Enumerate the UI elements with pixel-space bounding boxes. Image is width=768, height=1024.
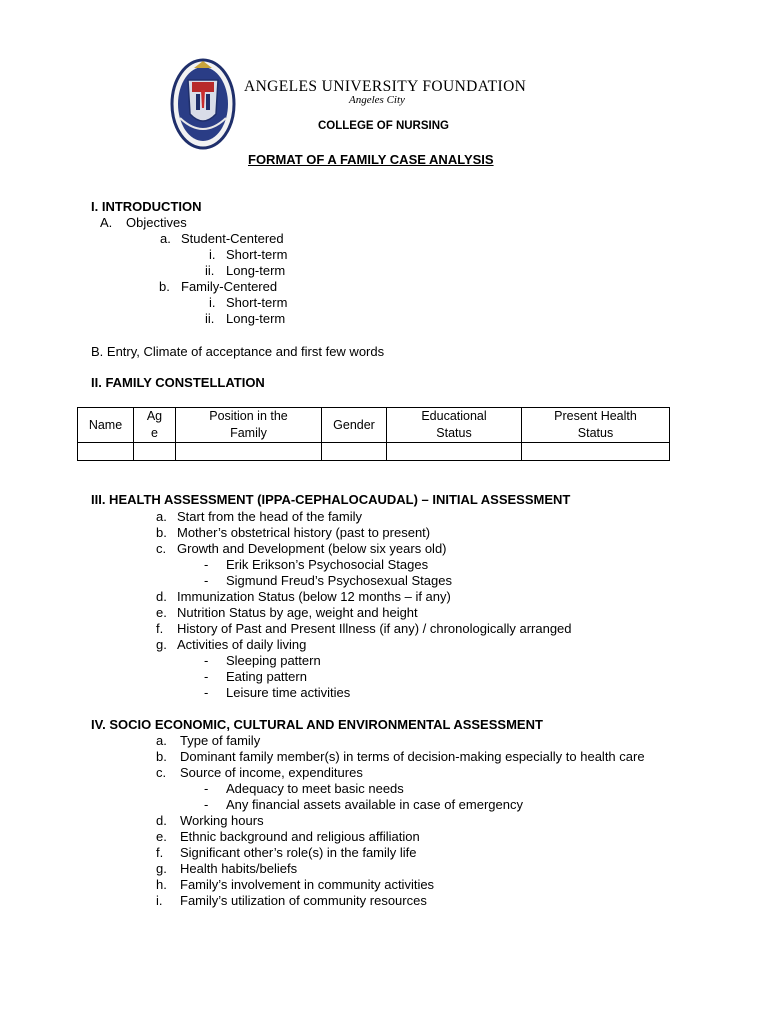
list-marker: d.: [156, 813, 167, 828]
list-marker: a.: [156, 509, 167, 524]
list-marker: -: [204, 797, 209, 812]
list-marker: h.: [156, 877, 167, 892]
list-marker: i.: [156, 893, 163, 908]
list-marker: a.: [160, 231, 171, 246]
college-name: COLLEGE OF NURSING: [318, 120, 449, 132]
list-marker: -: [204, 685, 209, 700]
list-item: Source of income, expenditures: [180, 765, 363, 780]
list-marker: ii.: [205, 311, 215, 326]
list-item: Growth and Development (below six years old): [177, 541, 447, 556]
list-marker: i.: [209, 295, 216, 310]
list-marker: A.: [100, 215, 113, 230]
list-marker: a.: [156, 733, 167, 748]
list-marker: e.: [156, 829, 167, 844]
section-introduction-heading: I. INTRODUCTION: [91, 199, 202, 214]
list-item: Student-Centered: [181, 231, 284, 246]
list-marker: i.: [209, 247, 216, 262]
list-item: Family-Centered: [181, 279, 278, 294]
list-item: Family’s involvement in community activities: [180, 877, 435, 892]
list-item: Adequacy to meet basic needs: [226, 781, 404, 796]
table-cell: [522, 443, 670, 461]
list-item: Ethnic background and religious affiliation: [180, 829, 420, 844]
list-item: Short-term: [226, 247, 288, 262]
list-item: Sleeping pattern: [226, 653, 321, 668]
table-row: [78, 443, 670, 461]
list-marker: c.: [156, 541, 167, 556]
list-item: Nutrition Status by age, weight and height: [177, 605, 418, 620]
list-item: Objectives: [126, 215, 187, 230]
list-marker: e.: [156, 605, 167, 620]
column-header-health-status: Present Health Status: [522, 408, 670, 443]
university-seal-logo: [170, 58, 236, 150]
list-item: Sigmund Freud’s Psychosexual Stages: [226, 573, 452, 588]
table-cell: [78, 443, 134, 461]
list-item: Health habits/beliefs: [180, 861, 298, 876]
list-item: Working hours: [180, 813, 264, 828]
list-item: Leisure time activities: [226, 685, 351, 700]
university-name: ANGELES UNIVERSITY FOUNDATION: [244, 78, 527, 95]
entry-line: B. Entry, Climate of acceptance and first few words: [91, 344, 385, 359]
list-item: Long-term: [226, 311, 286, 326]
table-cell: [322, 443, 387, 461]
column-header-gender: Gender: [322, 408, 387, 443]
list-marker: f.: [156, 621, 164, 636]
list-item: Erik Erikson’s Psychosocial Stages: [226, 557, 429, 572]
list-item: Start from the head of the family: [177, 509, 362, 524]
list-marker: d.: [156, 589, 167, 604]
list-marker: g.: [156, 637, 167, 652]
list-item: Dominant family member(s) in terms of decision-making especially to health care: [180, 749, 645, 764]
list-marker: -: [204, 781, 209, 796]
list-marker: b.: [156, 749, 167, 764]
list-marker: g.: [156, 861, 167, 876]
table-cell: [387, 443, 522, 461]
table-cell: [176, 443, 322, 461]
list-item: Type of family: [180, 733, 261, 748]
university-city: Angeles City: [349, 94, 405, 106]
list-marker: f.: [156, 845, 164, 860]
list-marker: -: [204, 669, 209, 684]
list-marker: -: [204, 573, 209, 588]
column-header-name: Name: [78, 408, 134, 443]
table-cell: [134, 443, 176, 461]
table-header-row: [78, 408, 670, 443]
list-item: Significant other’s role(s) in the family life: [180, 845, 417, 860]
section-health-assessment-heading: III. HEALTH ASSESSMENT (IPPA-CEPHALOCAUDAL) – INITIAL ASSESSMENT: [91, 492, 571, 507]
document-title: FORMAT OF A FAMILY CASE ANALYSIS: [248, 152, 494, 167]
list-item: Long-term: [226, 263, 286, 278]
list-item: Mother’s obstetrical history (past to present): [177, 525, 431, 540]
list-item: Any financial assets available in case of emergency: [226, 797, 523, 812]
list-marker: b.: [159, 279, 170, 294]
list-item: Short-term: [226, 295, 288, 310]
column-header-age: Ag e: [134, 408, 176, 443]
list-item: Family’s utilization of community resources: [180, 893, 427, 908]
column-header-position: Position in the Family: [176, 408, 322, 443]
list-item: Immunization Status (below 12 months – if any): [177, 589, 451, 604]
list-item: Eating pattern: [226, 669, 307, 684]
family-constellation-table: [77, 407, 670, 461]
list-marker: -: [204, 653, 209, 668]
list-item: History of Past and Present Illness (if any) / chronologically arranged: [177, 621, 572, 636]
list-marker: b.: [156, 525, 167, 540]
list-item: Activities of daily living: [177, 637, 307, 652]
section-family-constellation-heading: II. FAMILY CONSTELLATION: [91, 375, 265, 390]
list-marker: ii.: [205, 263, 215, 278]
column-header-educational-status: Educational Status: [387, 408, 522, 443]
section-socio-economic-heading: IV. SOCIO ECONOMIC, CULTURAL AND ENVIRONMENTAL ASSESSMENT: [91, 717, 543, 732]
list-marker: -: [204, 557, 209, 572]
list-marker: c.: [156, 765, 167, 780]
